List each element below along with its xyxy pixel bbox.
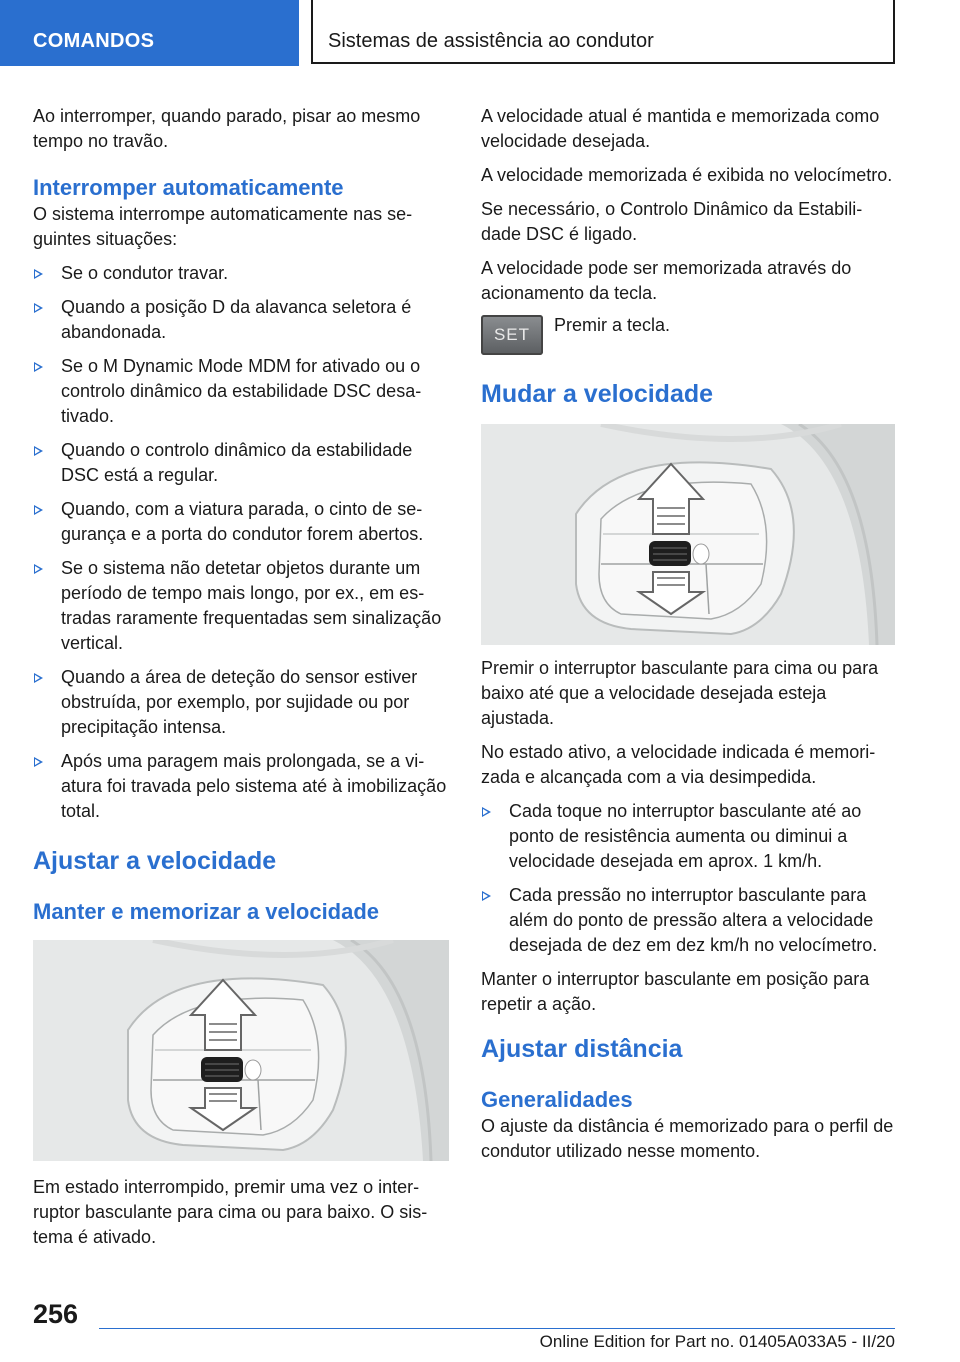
right-column <box>481 104 895 1173</box>
triangle-bullet-icon <box>34 303 43 313</box>
section-tab: COMANDOS <box>0 0 299 66</box>
change-speed-list <box>481 799 895 958</box>
triangle-bullet-icon <box>482 807 491 817</box>
list-item: Quando a posição D da alavanca seletora é abandonada. <box>33 295 449 345</box>
list-item: Se o M Dynamic Mode MDM for ativado ou o controlo dinâmico da estabilidade DSC desativado. <box>33 354 449 429</box>
speedometer-paragraph: A velocidade memorizada é exibida no velocímetro. <box>481 165 893 185</box>
heading-change-speed: Mudar a velocidade <box>481 380 714 408</box>
triangle-bullet-icon <box>482 891 491 901</box>
triangle-bullet-icon <box>34 505 43 515</box>
edition-footer: Online Edition for Part no. 01405A033A5 - II/20 <box>539 1332 895 1351</box>
active-state-paragraph: No estado ativo, a velocidade indicada é memorizada e alcançada com a via desimpedida. <box>481 742 876 787</box>
dsc-paragraph: Se necessário, o Controlo Dinâmico da Estabilidade DSC é ligado. <box>481 199 863 244</box>
heading-interrupt-automatically: Interromper automaticamente <box>33 175 344 200</box>
auto-interrupt-list <box>33 261 449 824</box>
triangle-bullet-icon <box>34 564 43 574</box>
list-item: Cada toque no interruptor basculante até ao ponto de resistência aumenta ou diminui a velocidade desejada em aprox. 1 km/h. <box>481 799 895 874</box>
list-item: Cada pressão no interruptor basculante para além do ponto de pressão altera a velocidade desejada de dez em dez km/h no velocímetro. <box>481 883 895 958</box>
store-via-button-paragraph: A velocidade pode ser memorizada através do acionamento da tecla. <box>481 258 852 303</box>
chapter-title: Sistemas de assistência ao condutor <box>311 0 895 64</box>
auto-interrupt-text: O sistema interrompe automaticamente nas seguintes situações: <box>33 204 413 249</box>
list-item: Quando a área de deteção do sensor estiver obstruída, por exemplo, por sujidade ou por precipitação intensa. <box>33 665 449 740</box>
heading-keep-store-speed: Manter e memorizar a velocidade <box>33 899 380 924</box>
hold-switch-paragraph: Manter o interruptor basculante em posição para repetir a ação. <box>481 969 870 1014</box>
steering-wheel-rocker-switch-image <box>33 940 449 1161</box>
left-column <box>33 104 449 1259</box>
list-item: Quando o controlo dinâmico da estabilidade DSC está a regular. <box>33 438 449 488</box>
general-paragraph: O ajuste da distância é memorizado para o perfil de condutor utilizado nesse momento. <box>481 1116 894 1161</box>
intro-paragraph: Ao interromper, quando parado, pisar ao mesmo tempo no travão. <box>33 106 421 151</box>
list-item: Quando, com a viatura parada, o cinto de segurança e a porta do condutor forem abertos. <box>33 497 449 547</box>
triangle-bullet-icon <box>34 446 43 456</box>
list-item: Após uma paragem mais prolongada, se a viatura foi travada pelo sistema até à imobilização total. <box>33 749 449 824</box>
resume-paragraph: Em estado interrompido, premir uma vez o interruptor basculante para cima ou para baixo. O sistema é ativado. <box>33 1177 428 1247</box>
page-number: 256 <box>33 1299 79 1329</box>
triangle-bullet-icon <box>34 757 43 767</box>
page-header <box>0 0 960 66</box>
change-speed-paragraph: Premir o interruptor basculante para cima ou para baixo até que a velocidade desejada esteja ajustada. <box>481 658 879 728</box>
heading-general: Generalidades <box>481 1087 633 1112</box>
triangle-bullet-icon <box>34 362 43 372</box>
stored-speed-paragraph: A velocidade atual é mantida e memorizada como velocidade desejada. <box>481 106 880 151</box>
heading-adjust-speed: Ajustar a velocidade <box>33 847 277 875</box>
triangle-bullet-icon <box>34 269 43 279</box>
list-item: Se o condutor travar. <box>33 261 449 286</box>
list-item: Se o sistema não detetar objetos durante um período de tempo mais longo, por ex., em estradas raramente frequentadas sem sinalização vertical. <box>33 556 449 656</box>
steering-wheel-rocker-switch-image <box>481 424 895 645</box>
triangle-bullet-icon <box>34 673 43 683</box>
press-button-text: Premir a tecla. <box>554 315 671 335</box>
set-button-icon: SET <box>481 315 543 355</box>
set-button-instruction <box>481 315 895 359</box>
heading-adjust-distance: Ajustar distância <box>481 1035 683 1063</box>
